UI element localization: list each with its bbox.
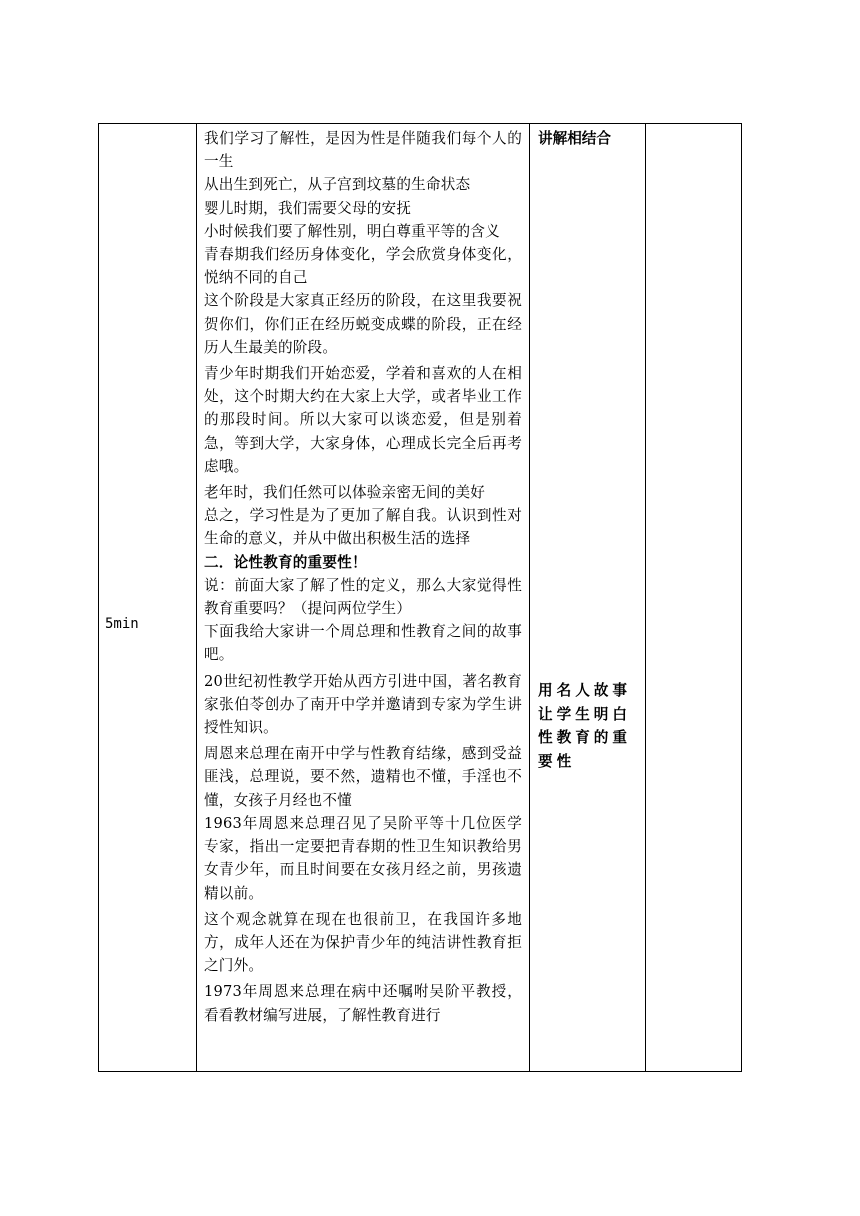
content-paragraph: 小时候我们要了解性别，明白尊重平等的含义 bbox=[204, 222, 500, 240]
content-paragraph: 婴儿时期，我们需要父母的安抚 bbox=[204, 199, 412, 217]
time-label: 5min bbox=[105, 616, 139, 632]
notes-column bbox=[646, 124, 743, 1071]
time-column bbox=[99, 124, 197, 1071]
content-column bbox=[197, 124, 530, 1071]
content-body bbox=[204, 127, 522, 1027]
content-paragraph: 青少年时期我们开始恋爱，学着和喜欢的人在相处，这个时期大约在大家上大学，或者毕业工作的那段时间。所以大家可以谈恋爱，但是别着急，等到大学，大家身体，心理成长完全后再考虑哦。 bbox=[204, 365, 522, 475]
method-note-1: 讲解相结合 bbox=[538, 130, 611, 147]
lesson-plan-table bbox=[98, 123, 742, 1072]
method-column bbox=[530, 124, 646, 1071]
content-paragraph: 说：前面大家了解了性的定义，那么大家觉得性教育重要吗？（提问两位学生） bbox=[204, 576, 522, 618]
section-heading: 二．论性教育的重要性！ bbox=[204, 553, 367, 571]
content-paragraph: 我们学习了解性，是因为性是伴随我们每个人的一生 bbox=[204, 130, 522, 171]
content-paragraph: 1973年周恩来总理在病中还嘱咐吴阶平教授，看看教材编写进展，了解性教育进行 bbox=[204, 983, 522, 1024]
content-paragraph: 下面我给大家讲一个周总理和性教育之间的故事吧。 bbox=[204, 623, 522, 664]
content-paragraph: 周恩来总理在南开中学与性教育结缘，感到受益匪浅，总理说，要不然，遗精也不懂，手淫也不懂，女孩子月经也不懂 bbox=[204, 745, 522, 809]
content-paragraph: 老年时，我们任然可以体验亲密无间的美好 bbox=[204, 484, 486, 502]
content-paragraph: 总之，学习性是为了更加了解自我。认识到性对生命的意义，并从中做出积极生活的选择 bbox=[204, 507, 522, 548]
content-paragraph: 这个观念就算在现在也很前卫，在我国许多地方，成年人还在为保护青少年的纯洁讲性教育拒之门外。 bbox=[204, 910, 522, 975]
content-paragraph: 从出生到死亡，从子宫到坟墓的生命状态 bbox=[204, 176, 471, 194]
content-paragraph: 20世纪初性教学开始从西方引进中国，著名教育家张伯苓创办了南开中学并邀请到专家为学生讲授性知识。 bbox=[204, 672, 522, 737]
content-paragraph: 这个阶段是大家真正经历的阶段，在这里我要祝贺你们，你们正在经历蜕变成蝶的阶段，正在经历人生最美的阶段。 bbox=[204, 292, 522, 356]
content-paragraph: 青春期我们经历身体变化，学会欣赏身体变化，悦纳不同的自己 bbox=[204, 246, 522, 287]
method-note-2: 用名人故事让学生明白性教育的重要性 bbox=[538, 682, 631, 770]
content-paragraph: 1963年周恩来总理召见了吴阶平等十几位医学专家，指出一定要把青春期的性卫生知识教给男女青少年，而且时间要在女孩月经之前，男孩遗精以前。 bbox=[204, 814, 522, 902]
